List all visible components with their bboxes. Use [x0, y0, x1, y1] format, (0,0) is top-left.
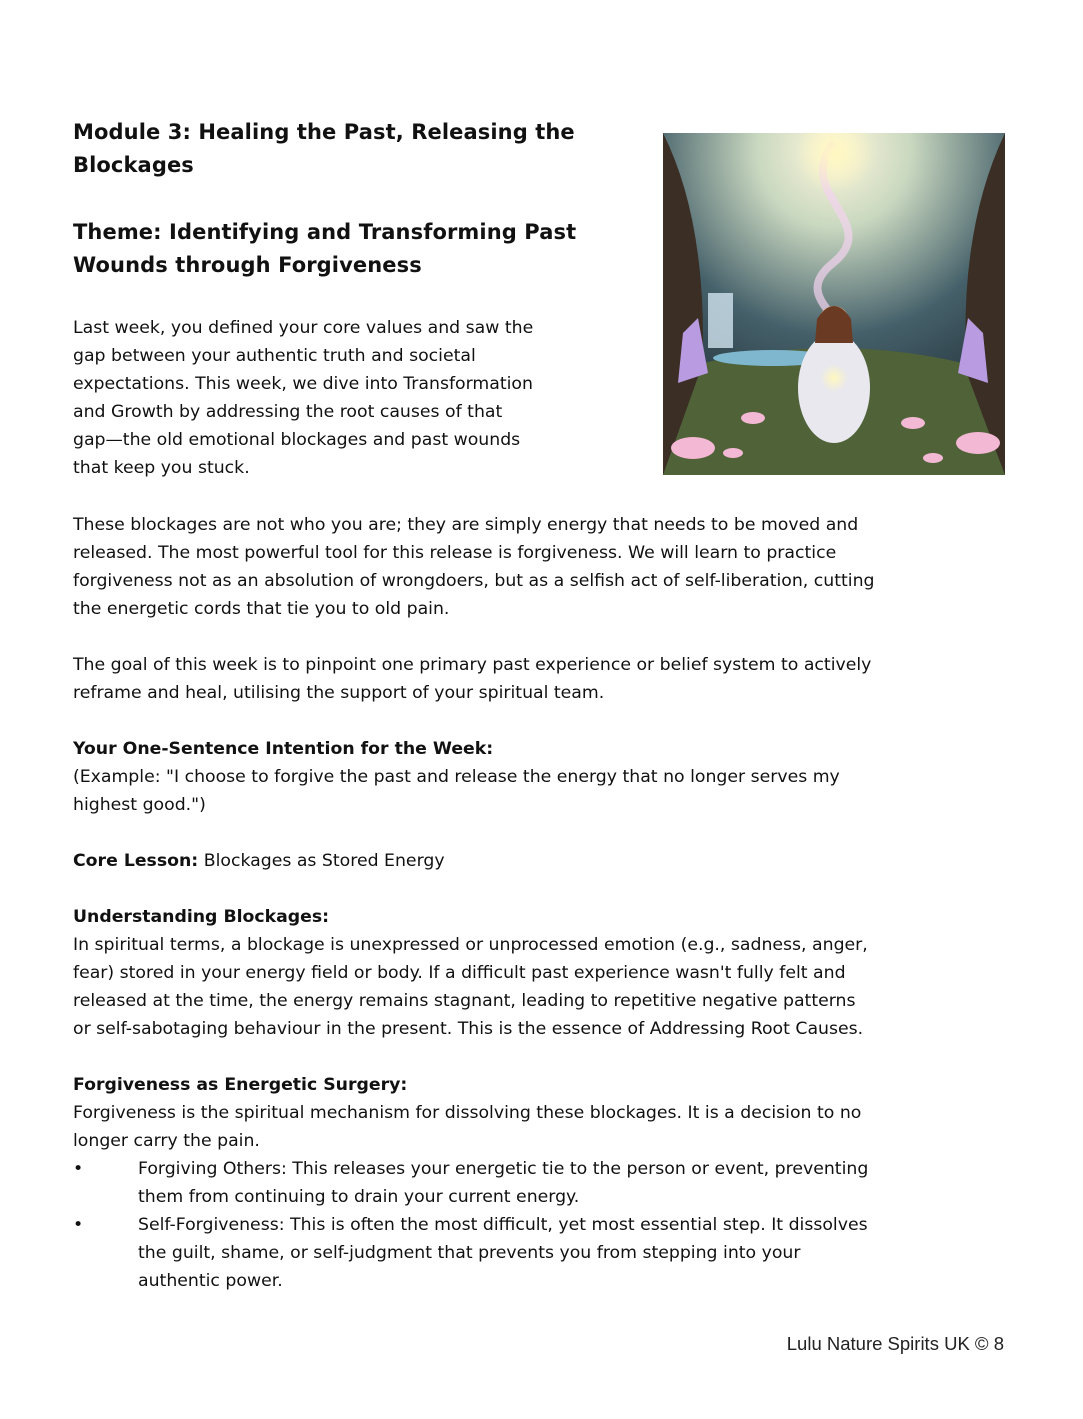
text-line: expectations. This week, we dive into Transformation [73, 374, 533, 394]
text-line: highest good.") [73, 795, 206, 815]
bullet-icon: • [73, 1215, 84, 1235]
section-heading: Your One-Sentence Intention for the Week: [73, 739, 494, 759]
text-line: (Example: "I choose to forgive the past and release the energy that no longer serves my [73, 767, 840, 787]
text-line: authentic power. [138, 1271, 283, 1291]
page-footer: Lulu Nature Spirits UK © 8 [786, 1333, 1004, 1354]
text-line: them from continuing to drain your current energy. [138, 1187, 580, 1207]
title-line: Blockages [73, 153, 194, 177]
understanding-section [73, 903, 868, 1043]
bullet-icon: • [73, 1159, 84, 1179]
bullet-item [73, 1211, 868, 1295]
core-lesson-label: Core Lesson: [73, 851, 199, 871]
paragraph-goal [73, 651, 871, 707]
intro-paragraph [73, 314, 533, 482]
text-line: Last week, you defined your core values and saw the [73, 318, 534, 338]
core-lesson-value: Blockages as Stored Energy [198, 851, 445, 871]
text-line: Forgiveness is the spiritual mechanism for dissolving these blockages. It is a decision to no [73, 1103, 862, 1123]
forgiveness-section [73, 1071, 868, 1295]
paragraph-blockages [73, 511, 875, 623]
text-line: The goal of this week is to pinpoint one primary past experience or belief system to actively [73, 655, 872, 675]
text-line: forgiveness not as an absolution of wrongdoers, but as a selfish act of self-liberation, cutting [73, 571, 875, 591]
text-line: fear) stored in your energy field or body. If a difficult past experience wasn't fully felt and [73, 963, 846, 983]
text-line: reframe and heal, utilising the support of your spiritual team. [73, 683, 605, 703]
intention-section [73, 735, 840, 819]
text-line: gap between your authentic truth and societal [73, 346, 476, 366]
text-line: released. The most powerful tool for this release is forgiveness. We will learn to practice [73, 543, 837, 563]
theme-heading [73, 216, 576, 282]
text-line: In spiritual terms, a blockage is unexpressed or unprocessed emotion (e.g., sadness, anger, [73, 935, 868, 955]
text-line: that keep you stuck. [73, 458, 250, 478]
text-line: or self-sabotaging behaviour in the present. This is the essence of Addressing Root Causes. [73, 1019, 864, 1039]
section-heading: Understanding Blockages: [73, 907, 330, 927]
text-line: gap—the old emotional blockages and past wounds [73, 430, 521, 450]
text-line: and Growth by addressing the root causes of that [73, 402, 503, 422]
text-line: Forgiving Others: This releases your energetic tie to the person or event, preventing [138, 1159, 869, 1179]
core-lesson [73, 847, 445, 875]
meditation-forest-illustration [663, 133, 1005, 475]
title-line: Module 3: Healing the Past, Releasing the [73, 120, 575, 144]
text-line: the energetic cords that tie you to old pain. [73, 599, 450, 619]
text-line: the guilt, shame, or self-judgment that prevents you from stepping into your [138, 1243, 801, 1263]
text-line: released at the time, the energy remains stagnant, leading to repetitive negative patterns [73, 991, 856, 1011]
text-line: longer carry the pain. [73, 1131, 260, 1151]
text-line: These blockages are not who you are; they are simply energy that needs to be moved and [73, 515, 859, 535]
theme-line: Theme: Identifying and Transforming Past [73, 220, 577, 244]
module-title [73, 116, 575, 182]
theme-line: Wounds through Forgiveness [73, 253, 422, 277]
section-heading: Forgiveness as Energetic Surgery: [73, 1075, 408, 1095]
bullet-item [73, 1155, 868, 1211]
text-line: Self-Forgiveness: This is often the most difficult, yet most essential step. It dissolves [138, 1215, 868, 1235]
